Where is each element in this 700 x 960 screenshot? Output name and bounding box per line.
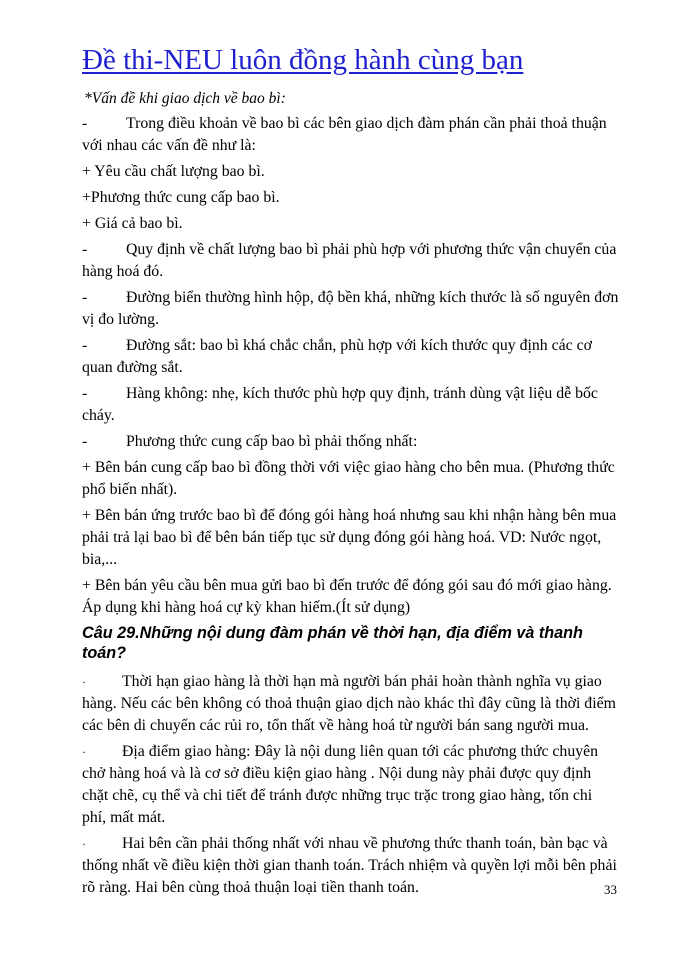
paragraph: - Hàng không: nhẹ, kích thước phù hợp quy định, tránh dùng vật liệu dễ bốc cháy. [82, 385, 598, 424]
answer-paragraph: · Thời hạn giao hàng là thời hạn mà người bán phải hoàn thành nghĩa vụ giao hàng. Nếu các bên không có thoả thuận giao dịch nào khác thì đây cũng là thời điểm các bên di chuyển các rủi ro, tổn thất về hàng hoá từ người bán sang người mua. [82, 673, 616, 734]
paragraph: - Trong điều khoản về bao bì các bên giao dịch đàm phán cần phải thoả thuận với nhau các vấn đề như là: [82, 115, 607, 154]
page-number: 33 [604, 882, 617, 897]
paragraph: - Quy định về chất lượng bao bì phải phù hợp với phương thức vận chuyển của hàng hoá đó. [82, 241, 617, 280]
answer-paragraph: · Hai bên cần phải thống nhất với nhau về phương thức thanh toán, bàn bạc và thống nhất về điều kiện thời gian thanh toán. Trách nhiệm và quyền lợi mỗi bên phải rõ ràng. Hai bên cùng thoả thuận loại tiền thanh toán. [82, 835, 617, 896]
paragraph: - Đường sắt: bao bì khá chắc chắn, phù hợp với kích thước quy định các cơ quan đường sắt. [82, 337, 592, 376]
paragraph: + Bên bán yêu cầu bên mua gửi bao bì đến trước để đóng gói sau đó mới giao hàng. Áp dụng khi hàng hoá cự kỳ khan hiếm.(Ít sử dụng) [82, 577, 612, 616]
paragraph: - Đường biển thường hình hộp, độ bền khá, những kích thước là số nguyên đơn vị đo lường. [82, 289, 619, 328]
paragraph: - Phương thức cung cấp bao bì phải thống nhất: [82, 433, 418, 450]
question-heading: Câu 29.Những nội dung đàm phán về thời hạn, địa điểm và thanh toán? [82, 624, 583, 662]
section-subheading: *Vấn đề khi giao dịch về bao bì: [84, 90, 286, 107]
paragraph: + Bên bán ứng trước bao bì để đóng gói hàng hoá nhưng sau khi nhận hàng bên mua phải trả lại bao bì để bên bán tiếp tục sử dụng đóng gói hàng hoá. VD: Nước ngọt, bia,... [82, 507, 617, 568]
paragraph: + Bên bán cung cấp bao bì đồng thời với việc giao hàng cho bên mua. (Phương thức phổ biến nhất). [82, 459, 615, 498]
answer-paragraph: · Địa điểm giao hàng: Đây là nội dung liên quan tới các phương thức chuyên chở hàng hoá và là cơ sở điều kiện giao hàng . Nội dung này phải được quy định chặt chẽ, cụ thể và chi tiết để tránh được những trục trặc trong giao hàng, tốn chi phí, mất mát. [82, 743, 599, 826]
paragraph: + Giá cả bao bì. [82, 215, 183, 232]
paragraph: + Yêu cầu chất lượng bao bì. [82, 163, 265, 180]
document-body [82, 113, 620, 903]
paragraph: +Phương thức cung cấp bao bì. [82, 189, 280, 206]
header-title-link[interactable]: Đề thi-NEU luôn đồng hành cùng bạn [82, 44, 524, 76]
